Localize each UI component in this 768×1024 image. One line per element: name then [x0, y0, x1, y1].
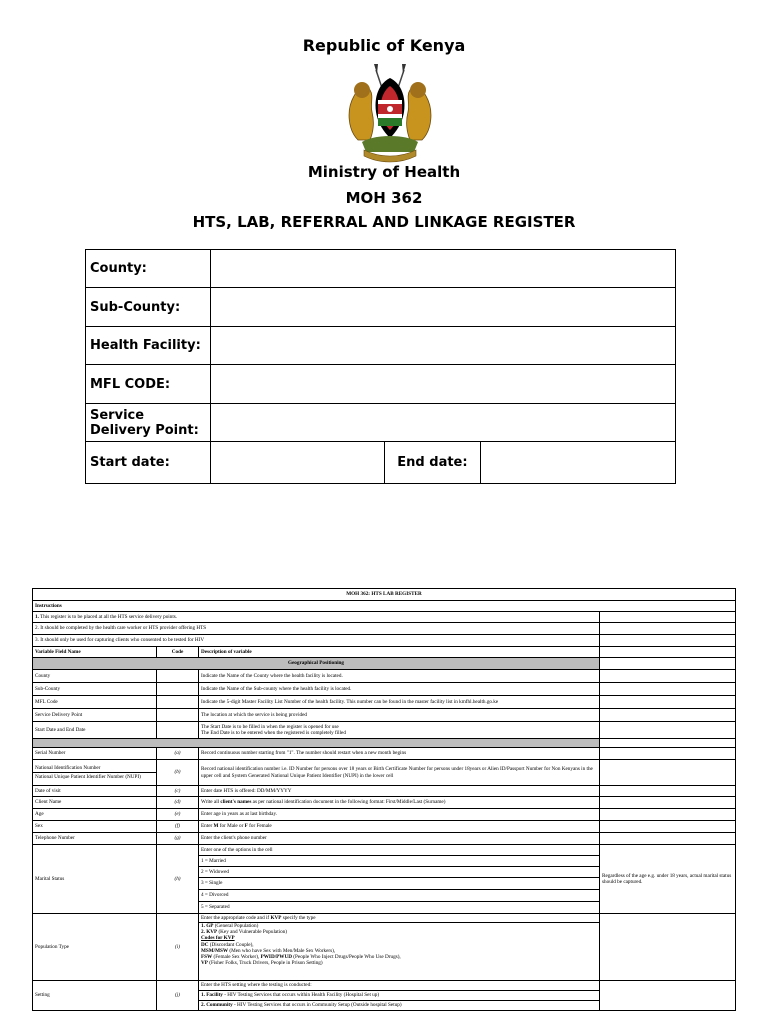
instruction-1: 1. This register is to be placed at all the HTS service delivery points.	[33, 612, 600, 623]
service-delivery-point-field[interactable]	[210, 404, 675, 442]
table-row: Marital Status	[33, 845, 157, 914]
table-row: Serial Number	[33, 748, 157, 760]
col-header-code: Code	[157, 647, 199, 658]
start-date-field[interactable]	[210, 442, 384, 484]
instructions-heading: Instructions	[33, 601, 736, 612]
form-number-heading: MOH 362	[345, 189, 423, 207]
coat-of-arms-icon	[340, 60, 440, 164]
table-row: MFL Code	[33, 696, 157, 709]
sub-county-field[interactable]	[210, 288, 675, 327]
col-header-field: Variable Field Name	[33, 647, 157, 658]
table-row: Date of visit	[33, 786, 157, 797]
instructions-table: MOH 362: HTS LAB REGISTER Instructions 1. This register is to be placed at all the HTS service delivery points. 2. It should be completed by the health care worker or HTS provider offering HTS 3. It should only be used for capturing clients who consented to be tested for HIV Variable Field Name Code Description of variable Geographical Positioning County Indicate the Name of the County where the health facility is located. Sub-County Indicate the Name of the Sub-county where the health facility is located. MFL Code Indicate the 5-digit Master Facility List Number of the health facility. This number can be found in the master facility list in kmfhl.health.go.ke Service Delivery Point The location at which the service is being provided Start Date and End Date The Start Date is to be filled in when the register is opened for use The End Date is to be entered when the registered is completely filled Serial Number (a) Record continuous number starting from "1". The number should restart when a new month begins National Identification Number National Unique Patient Identifier Number (NUPI) (b) Record national identification number i.e. ID Number for persons over 18 years or Birth Certificate Number for persons under 18years or Alien ID/Passport Number for Non Kenyans in the upper cell and System Generated National Unique Patient Identifier (NUPI) in the lower cell Date of visit (c) Enter date HTS is offered: DD/MM/YYYY Client Name (d) Write all client's names as per national identification document in the following format: First/Middle/Last (Surname) Age (e) Enter age in years as at last birthday. Sex (f) Enter M for Male or F for Female Telephone Number (g) Enter the client's phone number Marital Status (h) Enter one of the options in the cell Regardless of the age e.g. under 18 years, actual marital status should be captured. 1 = Married 2 = Widowed 3 = Single 4 = Divorced 5 = Separated Population Type (i) Enter the appropriate code and if KVP specify the type 1. GP (General Population) 2. KVP (Key and Vulnerable Population) Codes for KVP DC (Discordant Couple), MSM/MSW (Men who have Sex with Men/Male Sex Workers), FSW (Female Sex Worker), PWID/PWUD (People Who Inject Drugs/People Who Use Drugs), VP (Fisher Folks, Truck Drivers, People in Prison Setting) Setting (j) Enter the HTS setting where the testing is conducted: 1. Facility - HIV Testing Services that occurs within Health Facility (Hospital Set up) 2. Community - HIV Testing Services that occurs in Community Setup (Outside hospital Setup)	[32, 588, 736, 1011]
health-facility-label: Health Facility:	[86, 327, 211, 365]
table-row: National Identification Number National Unique Patient Identifier Number (NUPI)	[33, 760, 157, 786]
register-title: HTS, LAB, REFERRAL AND LINKAGE REGISTER	[192, 213, 576, 231]
service-delivery-point-label: Service Delivery Point:	[86, 404, 211, 442]
table-row: Service Delivery Point	[33, 709, 157, 722]
county-label: County:	[86, 250, 211, 288]
table-row: Population Type	[33, 914, 157, 981]
instruction-2: 2. It should be completed by the health care worker or HTS provider offering HTS	[33, 623, 600, 635]
col-header-description: Description of variable	[199, 647, 600, 658]
table-row: County	[33, 670, 157, 683]
table-row: Age	[33, 809, 157, 821]
end-date-label: End date:	[384, 442, 481, 484]
section-divider	[33, 739, 600, 748]
republic-heading: Republic of Kenya	[302, 36, 466, 55]
ministry-heading: Ministry of Health	[307, 163, 461, 181]
instructions-table-title: MOH 362: HTS LAB REGISTER	[33, 589, 736, 601]
table-row: Start Date and End Date	[33, 722, 157, 739]
section-geographical: Geographical Positioning	[33, 658, 600, 670]
mfl-code-label: MFL CODE:	[86, 365, 211, 404]
health-facility-field[interactable]	[210, 327, 675, 365]
table-row: Telephone Number	[33, 833, 157, 845]
sub-county-label: Sub-County:	[86, 288, 211, 327]
table-row: Client Name	[33, 797, 157, 809]
table-row: Sex	[33, 821, 157, 833]
mfl-code-field[interactable]	[210, 365, 675, 404]
facility-details-form	[85, 249, 676, 484]
table-row: Sub-County	[33, 683, 157, 696]
instruction-3: 3. It should only be used for capturing clients who consented to be tested for HIV	[33, 635, 600, 647]
start-date-label: Start date:	[86, 442, 211, 484]
end-date-field[interactable]	[481, 442, 676, 484]
county-field[interactable]	[210, 250, 675, 288]
table-row: Setting	[33, 981, 157, 1011]
